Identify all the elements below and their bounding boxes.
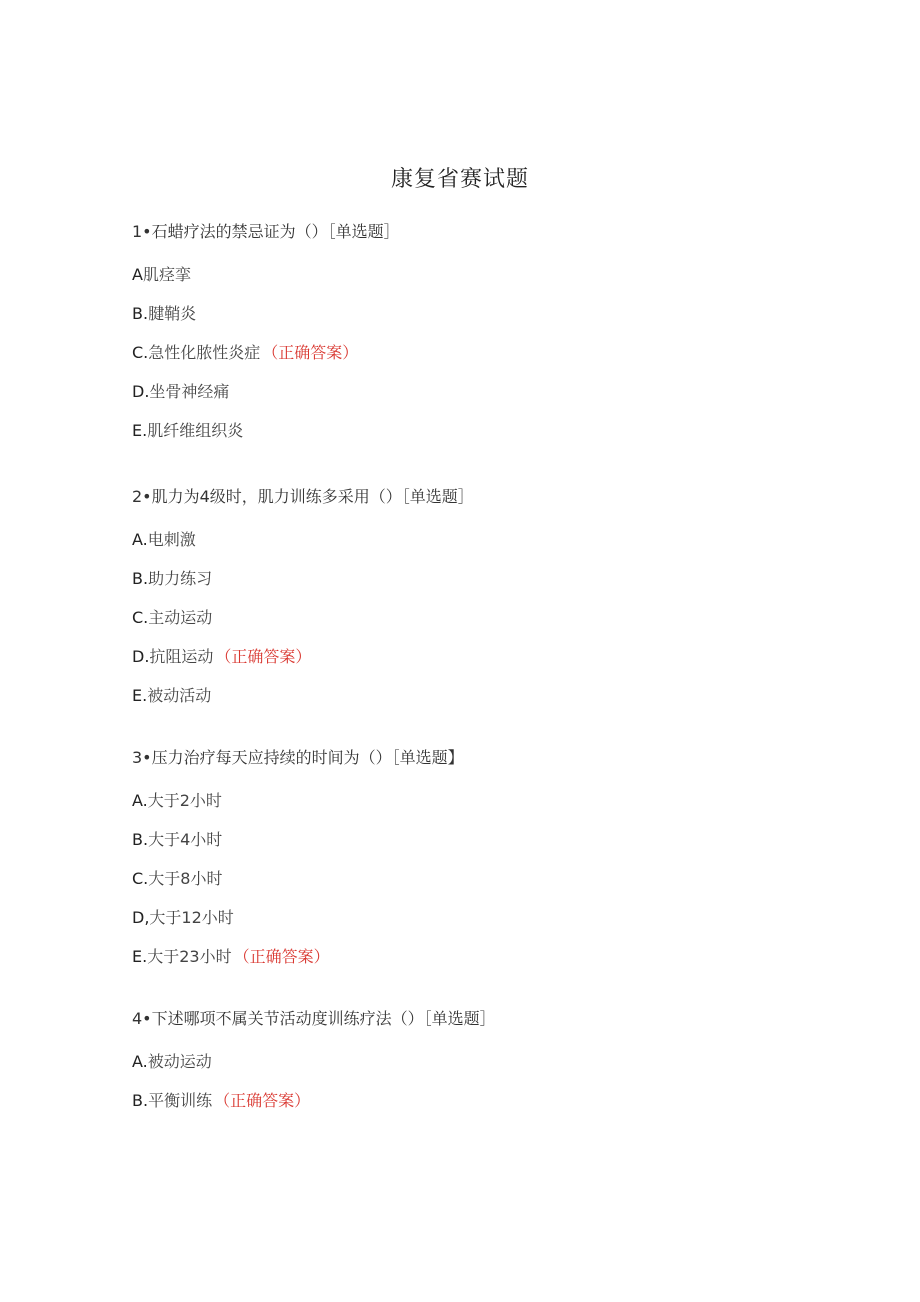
question-1 (132, 221, 872, 442)
option-letter: B. (132, 569, 149, 588)
option-text: 电刺激 (147, 530, 196, 549)
option-b (132, 829, 872, 851)
option-letter: E. (132, 947, 148, 966)
question-text: 3•压力治疗每天应持续的时间为（）［单选题】 (132, 748, 464, 767)
option-d (132, 907, 872, 929)
question-3 (132, 747, 872, 968)
option-letter: A. (132, 791, 148, 810)
option-text: 大于8小时 (148, 869, 223, 888)
question-text: 1•石蜡疗法的禁忌证为（）［单选题］ (132, 222, 400, 241)
option-letter: E. (132, 686, 148, 705)
option-c (132, 868, 872, 890)
option-letter: A. (132, 530, 148, 549)
option-letter: E. (132, 421, 148, 440)
option-letter: B. (132, 304, 149, 323)
option-text: 坐骨神经痛 (149, 382, 230, 401)
option-letter: A. (132, 1052, 148, 1071)
option-a (132, 1051, 872, 1073)
question-text: 2•肌力为4级时，肌力训练多采用（）［单选题］ (132, 487, 474, 506)
page-title: 康复省赛试题 (390, 167, 529, 192)
question-text: 4•下述哪项不属关节活动度训练疗法（）［单选题］ (132, 1009, 496, 1028)
question-2 (132, 486, 872, 707)
option-letter: C. (132, 343, 149, 362)
option-text: 大于23小时 (147, 947, 232, 966)
correct-answer-mark: （正确答案） (233, 947, 330, 966)
option-text: 抗阻运动 (149, 647, 214, 666)
option-text: 肌纤维组织炎 (147, 421, 244, 440)
option-letter: D. (132, 382, 150, 401)
option-text: 肌痉挛 (142, 265, 191, 284)
option-text: 被动运动 (147, 1052, 212, 1071)
option-text: 大于2小时 (147, 791, 222, 810)
correct-answer-mark: （正确答案） (262, 343, 359, 362)
option-b (132, 303, 872, 325)
option-letter: C. (132, 608, 149, 627)
option-b (132, 568, 872, 590)
question-4 (132, 1008, 872, 1112)
correct-answer-mark: （正确答案） (214, 1091, 311, 1110)
option-e (132, 685, 872, 707)
option-c (132, 607, 872, 629)
option-text: 被动活动 (147, 686, 212, 705)
option-text: 腱鞘炎 (148, 304, 197, 323)
option-d (132, 381, 872, 403)
option-letter: A (132, 265, 143, 284)
option-letter: C. (132, 869, 149, 888)
option-text: 大于4小时 (148, 830, 223, 849)
option-letter: D. (132, 647, 150, 666)
option-letter: B. (132, 1091, 149, 1110)
option-text: 平衡训练 (148, 1091, 213, 1110)
option-text: 助力练习 (148, 569, 213, 588)
option-d (132, 646, 872, 668)
option-a (132, 529, 872, 551)
option-c (132, 342, 872, 364)
option-text: 大于12小时 (149, 908, 234, 927)
option-text: 急性化脓性炎症 (148, 343, 261, 362)
option-a (132, 790, 872, 812)
option-letter: D, (132, 908, 150, 927)
option-e (132, 420, 872, 442)
option-e (132, 946, 872, 968)
correct-answer-mark: （正确答案） (215, 647, 312, 666)
option-b (132, 1090, 872, 1112)
option-text: 主动运动 (148, 608, 213, 627)
option-a (132, 264, 872, 286)
option-letter: B. (132, 830, 149, 849)
